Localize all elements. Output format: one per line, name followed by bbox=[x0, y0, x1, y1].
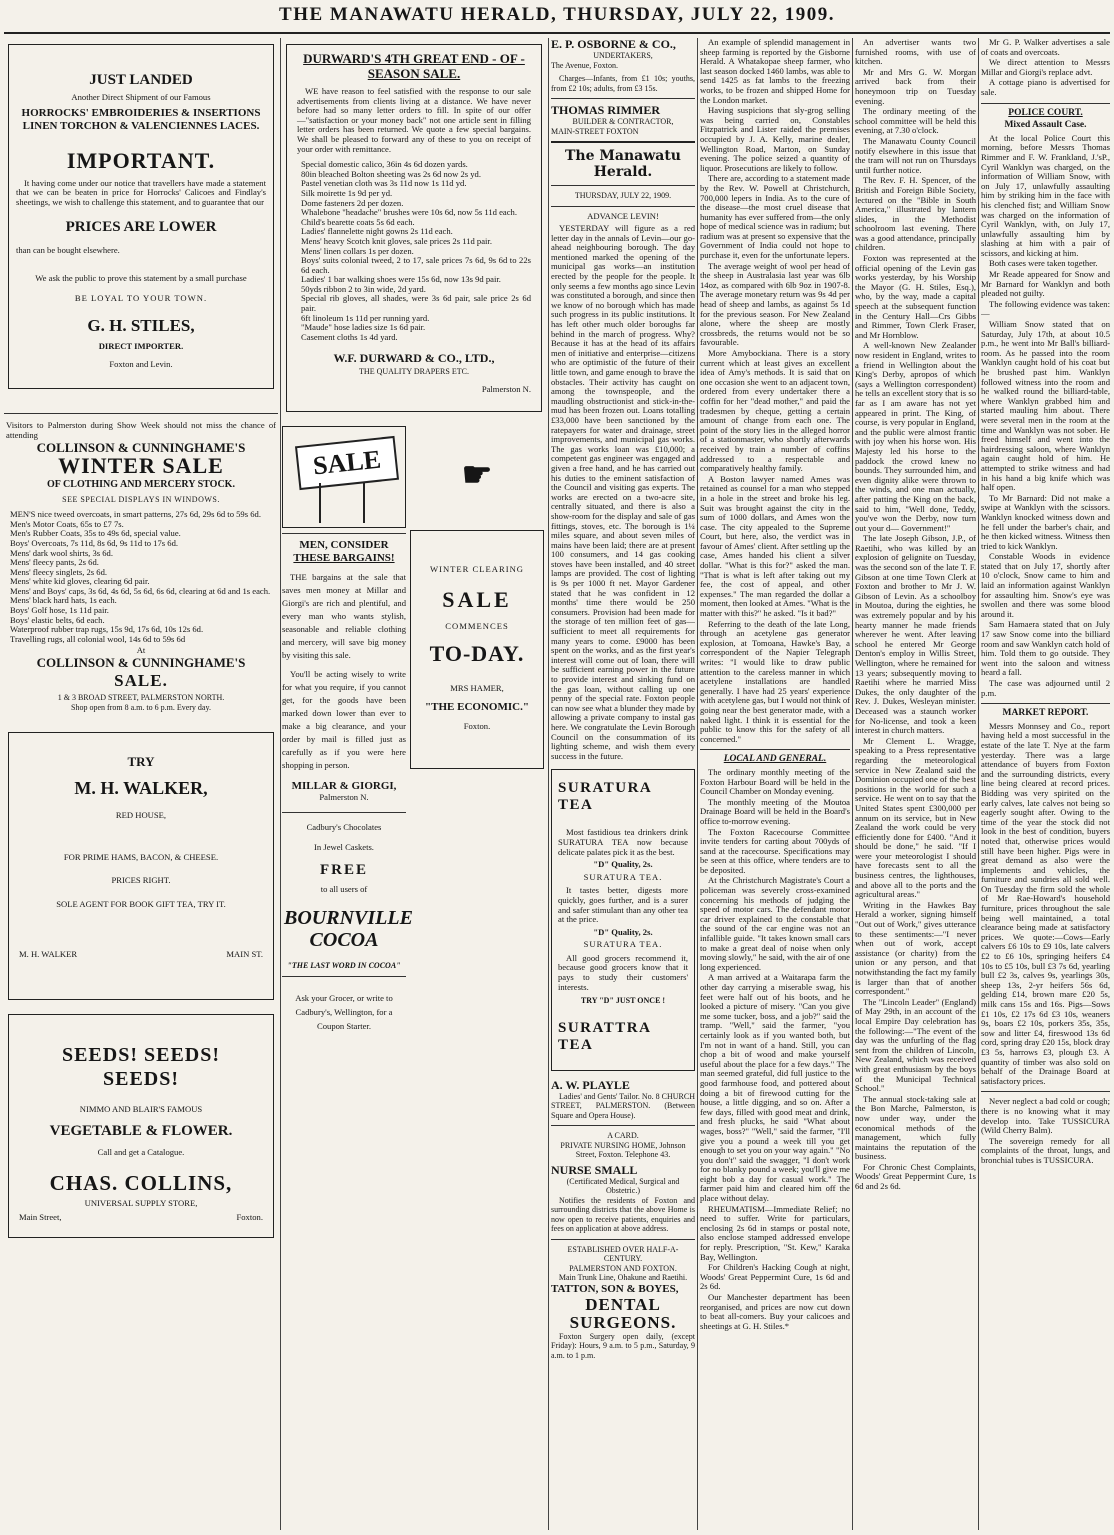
sale-illustration bbox=[282, 426, 406, 528]
durward-tag: THE QUALITY DRAPERS ETC. bbox=[359, 367, 469, 377]
dental-firm: TATTON, SON & BOYES, bbox=[551, 1282, 679, 1295]
durward-item: 80in bleached Bolton sheeting was 2s 6d now 2s yd. bbox=[301, 168, 481, 179]
court-paragraph: Sam Hamaera stated that on July 17 saw Snow come into the billiard room and saw Wanklyn catch hold of him. Told them to go outside. They went into the saloon and witness heard a fall. bbox=[981, 619, 1110, 678]
rimmer-role: BUILDER & CONTRACTOR, bbox=[572, 117, 674, 126]
stiles-role: DIRECT IMPORTER. bbox=[98, 341, 184, 352]
column-rule bbox=[852, 38, 853, 1530]
hamer-commences: COMMENCES bbox=[445, 621, 509, 632]
nurse-name: NURSE SMALL bbox=[551, 1162, 638, 1177]
osborne-charges: Charges—Infants, from £1 10s; youths, from £2 10s; adults, from £3 15s. bbox=[551, 74, 695, 93]
collinson-item: Mens' black hard hats, 1s each. bbox=[10, 595, 117, 606]
millar-body: THE bargains at the sale that saves men money at Millar and Giorgi's are rich and plentiful, and every man who wants stylish, seasonable and reliable clothing and mercery, will save big money by visiting this sale. bbox=[282, 571, 406, 660]
news-paragraph: Foxton was represented at the official opening of the Levin gas works yesterday, by his Worship the Mayor (G. H. Stiles, Esq.), who, by the way, made a capital speech at the subsequent function in the Century Hall—Crs Gibbs and Rimmer, Town Clerk Fraser, and Mr Hornblow. bbox=[855, 253, 976, 340]
suratura-advert bbox=[551, 769, 695, 1071]
durward-item: Special rib gloves, all shades, were 3s 6d pair, sale price 2s 6d pair. bbox=[301, 293, 531, 314]
collinson-sale-2: SALE. bbox=[114, 671, 168, 691]
nurse-body: Notifies the residents of Foxton and surrounding districts that the above Home is now open to receive patients, enquiries and fees on application at above address. bbox=[551, 1195, 695, 1234]
col4-footer-2: Our Manchester department has been reorganised, and prices are now cut down to beat all-comers. Buy your calicoes and sheetings at G. H. Stiles.* bbox=[700, 1292, 850, 1331]
dental-est: ESTABLISHED OVER HALF-A-CENTURY. bbox=[567, 1244, 679, 1264]
stiles-advert bbox=[8, 44, 274, 389]
news-paragraph: The ordinary meeting of the school committee will be held this evening, at 7.30 o'clock. bbox=[855, 106, 976, 136]
suratura-text-3: All good grocers recommend it, because good grocers know that it pays to study their customers' interests. bbox=[558, 952, 688, 992]
divider bbox=[282, 976, 406, 977]
collinson-item: Mens' dark wool shirts, 3s 6d. bbox=[10, 547, 113, 558]
stiles-prices: PRICES ARE LOWER bbox=[65, 219, 217, 236]
bournville-logo: BOURNVILLE COCOA bbox=[284, 906, 413, 951]
col6-footer-2: The sovereign remedy for all complaints of the throat, lungs, and bronchial tubes is TUSSICURA. bbox=[981, 1135, 1110, 1165]
suratura-name-2: SURATURA TEA. bbox=[583, 871, 663, 882]
durward-item: Boys' suits colonial tweed, 2 to 17, sale prices 7s 6d, 9s 6d to 22s 6d each. bbox=[301, 255, 531, 275]
durward-item: Ladies' flannelette night gowns 2s 11d each. bbox=[301, 226, 453, 237]
walker-sig-name: M. H. WALKER bbox=[19, 948, 78, 959]
news-paragraph: The Rev. F. H. Spencer, of the British and Foreign Bible Society, lectured on the "Bible in South America," illustrated by lantern slides, in the Methodist schoolroom last evening. There was a good attendance, principally children. bbox=[855, 175, 976, 253]
walker-sig-street: MAIN ST. bbox=[226, 948, 263, 959]
stiles-ask: We ask the public to prove this statement by a small purchase bbox=[35, 272, 247, 283]
collinson-name-2: COLLINSON & CUNNINGHAME'S bbox=[36, 655, 246, 671]
durward-item: Silk moirette 1s 9d per yd. bbox=[301, 187, 393, 198]
hamer-name: MRS HAMER, bbox=[450, 682, 504, 693]
col4-items bbox=[700, 38, 850, 744]
column-2 bbox=[282, 38, 546, 1530]
collinson-address: 1 & 3 BROAD STREET, PALMERSTON NORTH. bbox=[57, 693, 225, 703]
seeds-street: Main Street, bbox=[19, 1211, 62, 1222]
hamer-shop: "THE ECONOMIC." bbox=[425, 701, 529, 714]
durward-item: Pastel venetian cloth was 3s 11d now 1s 11d yd. bbox=[301, 178, 467, 189]
stiles-line-1: HORROCKS' EMBROIDERIES & INSERTIONS bbox=[21, 106, 261, 119]
millar-advert bbox=[282, 422, 413, 1034]
durward-item: Ladies' 1 bar walking shoes were 15s 6d, now 13s 9d pair. bbox=[301, 274, 501, 285]
news-paragraph: The Manawatu County Council notify elsewhere in this issue that the tram will not run on Thursdays until further notice. bbox=[855, 135, 976, 175]
collinson-at: At bbox=[136, 645, 146, 656]
herald-title: The Manawatu Herald. bbox=[565, 148, 681, 180]
advance-levin-text: YESTERDAY will figure as a red letter day in the annals of Levin—our go-ahead neighbouring borough. The day mentioned marked the opening of the municipal gas works—an institution erected by the people for the people. It only seems a few months ago since Levin was constituted a borough, and since then we know of no borough which has made such progress in its public institutions. It has left other much older boroughs far behind in the march of progress. Why? Because it has at the head of its affairs men of initiative and enterprise—citizens who are optimistic of the future of their little town, and game enough to brave the obstacles. Their activity has caught on among the townspeople, and the maudling obstructionist and stick-in-the-mud has been frozen out. Loans totalling £33,000 have been sanctioned by the ratepayers for water and drainage, street improvements, and municipal gas works. The gas works loan was £10,000; a competent gas engineer was engaged and given a free hand, and he has carried out his duties to the eminent satisfaction of the Council and visiting gas experts. The works are erected on a two-acre site, centrally situated, and there is also a show-room for the display and sale of gas fittings, stoves, etc. The borough is 1¼ miles square, and about seven miles of mains have been laid; there are at present 100 consumers, and 14 gas cooking stoves have been installed, and 40 street lamps are provided. The cost of lighting is 9s per 1000 ft net. Mayor Gardener stated that he was confident in 12 months' time there would be 250 consumers. Provision had been made for the storage of ten million feet of gas—sufficient to meet all requirements for many years to come. £9000 has been spent on the works, and as the first year's interest will come out of loan, there will be sufficient earning power in the future to provide interest and sinking fund on the gas loan, without calling up one penny of the special rate. Foxton people can now see what a blunder they made by allowing a private company to instal gas here. We congratulate the Levin Borough Council on the consummation of its lighting scheme, and wish them every success in the future. bbox=[551, 223, 695, 761]
divider bbox=[551, 98, 695, 99]
durward-item: Mens' linen collars 1s per dozen. bbox=[301, 245, 414, 256]
walker-prices: PRICES RIGHT. bbox=[111, 875, 171, 886]
local-general-heading: LOCAL AND GENERAL. bbox=[723, 754, 827, 765]
playle-body: Ladies' and Gents' Tailor. No. 8 CHURCH STREET, PALMERSTON. (Between Square and Opera House). bbox=[551, 1091, 695, 1120]
news-paragraph: An advertiser wants two furnished rooms, with use of kitchen. bbox=[855, 38, 976, 67]
durward-town: Palmerston N. bbox=[481, 383, 531, 394]
swagger-story: A man arrived at a Waitarapa farm the other day carrying a miserable swag, his feet were half out of his boots, and he looked a picture of misery. "Can you give me some tucker, boss, and a job?" said the tramp. "Well," said the farmer, "you certainly look as if you wanted both, but I'm not in want of a hand. Still, you can chop a bit of wood and make yourself useful about the place for a few days." The man seemed grateful, did full justice to the good farmhouse food, and pottered about doing a bit of firewood cutting for the house, a little digging, and so on. After a few days, filled with good meat and drink, and fresh plucks, he said "What about wages, boss?" "Well," said the farmer, "I'll give you a pound a week till you get enough to set you on your way again." "No you don't" said the swagger, "I don't work for no blanky pound a week; you'll give me eight bob a day for casual work." The farmer paid him and cleared him off the place without delay. bbox=[700, 972, 850, 1204]
column-rule bbox=[548, 38, 549, 1530]
court-paragraph: Both cases were taken together. bbox=[989, 258, 1098, 269]
hamer-line-1: WINTER CLEARING bbox=[429, 563, 524, 574]
news-paragraph: Mr and Mrs G. W. Morgan arrived back from their honeymoon trip on Tuesday evening. bbox=[855, 66, 976, 106]
dental-title: DENTAL SURGEONS. bbox=[569, 1294, 677, 1332]
collinson-item: Men's Rubber Coats, 35s to 49s 6d, special value. bbox=[10, 528, 181, 539]
col4-footer: For Children's Hacking Cough at night, Woods' Great Peppermint Cure, 1s 6d and 2s 6d. bbox=[700, 1262, 850, 1292]
collinson-item: MEN'S nice tweed overcoats, in smart patterns, 27s 6d, 29s 6d to 59s 6d. bbox=[10, 509, 261, 520]
column-rule bbox=[978, 38, 979, 1530]
durward-intro: WE have reason to feel satisfied with the response to our sale advertisements from clients living at a distance. We have never before had so many letter orders to fill. In spite of our offer—"satisfaction or your money back" not one article sent in filling letter orders has been returned. We quote a few special bargains. We shall be pleased to forward any of these to you on receipt of your order with remittance. bbox=[297, 86, 531, 154]
news-paragraph: The average weight of wool per head of the sheep in Australasia last year was 6lb 14oz, as compared with 6lb 9oz in 1907-8. The average monetary return was 9s 4d per head of sheep and lambs, as against 5s 1d for the previous season. For New Zealand alone, where the sheep are mostly crossbreds, the returns would not be so favourable. bbox=[700, 260, 850, 348]
durward-title: DURWARD'S 4TH GREAT END - OF - SEASON SALE. bbox=[303, 51, 525, 81]
stiles-sub: Another Direct Shipment of our Famous bbox=[71, 92, 211, 102]
local-paragraph: The ordinary monthly meeting of the Foxton Harbour Board will be held in the Council Chamber on Monday evening. bbox=[700, 766, 850, 797]
collinson-item: Mens' fleecy singlets, 2s 6d. bbox=[10, 566, 108, 577]
news-paragraph: More Amybockiana. There is a story current which at least gives an excellent idea of Amy's methods. It is said that on one occasion she went to an adjacent town, ordered from every undertaker there a coffin for her "dead mother," and paid the tradesmen by cheque, getting a certain amount of change from each one. The point of the story lies in the alleged horror of a stationmaster, who shortly afterwards received by train a number of coffins addressed to a respectable and comparatively healthy family. bbox=[700, 348, 850, 474]
cadbury-free: FREE bbox=[319, 862, 368, 879]
millar-town: Palmerston N. bbox=[319, 791, 369, 802]
collinson-item: Mens' white kid gloves, clearing 6d pair. bbox=[10, 576, 150, 587]
news-paragraph: The annual stock-taking sale at the Bon Marche, Palmerston, is now under way, under the economical methods of the management, which fully maintains the reputation of the business. bbox=[855, 1093, 976, 1162]
hamer-town: Foxton. bbox=[463, 721, 491, 732]
seeds-call: Call and get a Catalogue. bbox=[97, 1146, 185, 1157]
news-paragraph: Writing in the Hawkes Bay Herald a worker, signing himself "Out out of Work," gives utterance to these sentiments:—"I never when out of work, accept assistance (or charity) from the union or any person, and that notwithstanding the fact my family is larger than that of another correspondent." bbox=[855, 899, 976, 997]
column-6 bbox=[981, 38, 1110, 1530]
rimmer-name: THOMAS RIMMER bbox=[551, 103, 660, 117]
herald-dateline: THURSDAY, JULY 22, 1909. bbox=[574, 191, 672, 200]
playle-card: A CARD. bbox=[607, 1131, 639, 1141]
court-paragraph: The following evidence was taken:— bbox=[981, 298, 1110, 319]
divider bbox=[981, 103, 1110, 104]
walker-try: TRY bbox=[127, 754, 155, 770]
dental-hours: Foxton Surgery open daily, (except Friday): Hours, 9 a.m. to 5 p.m., Saturday, 9 a.m. to 1 p.m. bbox=[551, 1331, 695, 1360]
durward-item: Whalebone "headache" brushes were 10s 6d, now 5s 11d each. bbox=[301, 207, 517, 218]
local-items bbox=[700, 768, 850, 972]
cadbury-ask: Ask your Grocer, or write to Cadbury's, Wellington, for a Coupon Starter. bbox=[295, 992, 393, 1031]
hamer-advert bbox=[410, 530, 544, 769]
durward-item: Dome fasteners 2d per dozen. bbox=[301, 197, 404, 208]
court-paragraph: Mr Reade appeared for Snow and Mr Barnard for Wanklyn and both pleaded not guilty. bbox=[981, 269, 1110, 299]
news-paragraph: Having suspicions that sly-grog selling was being carried on, Constables Fitzpatrick and Lister raided the premises occupied by J. A. Kelly, marine dealer, Wellington Road, Marton, on Sunday evening. The police seized a quantity of liquor. Prosecutions are likely to follow. bbox=[700, 105, 850, 173]
osborne-role: UNDERTAKERS, bbox=[593, 51, 653, 60]
seeds-name: CHAS. COLLINS, bbox=[49, 1171, 233, 1196]
news-paragraph: A Boston lawyer named Ames was retained as counsel for a man who stepped in a hole in the street and broke his leg. Suit was brought against the city in the sum of 1000 dollars, and Ames won the case. The city appealed to the Supreme Court, but here, also, the verdict was in favour of Ames' client. After settling up the case, Ames handed his client a silver dollar. "What is this for?" asked the man. "That is what is left after taking out my fee, the cost of appeal, and other expenses." The man regarded the dollar a moment, then looked at Ames. "What is the matter with this?" he asked. "Is it bad?" bbox=[700, 473, 850, 619]
news-paragraph: Referring to the death of the late Long, through an acetylene gas generator explosion, at Tomoana, Hawke's Bay, a correspondent of the Napier Telegraph writes: "I would like to draw public attention to the careless manner in which acetylene installations are handled generally. I have had 25 years' experience with acetylene gas, but I would not think of going near the best generator made, with a naked light. I think it is essential for the public to know this for the safety of all concerned." bbox=[700, 618, 850, 744]
collinson-item: Waterproof rubber trap rugs, 15s 9d, 17s 6d, 10s 12s 6d. bbox=[10, 624, 204, 635]
seeds-advert bbox=[8, 1014, 274, 1237]
sale-sign: SALE bbox=[295, 435, 399, 489]
suratura-name-3: SURATURA TEA. bbox=[583, 939, 663, 950]
police-court-heading: POLICE COURT. bbox=[1008, 107, 1083, 118]
collinson-item: Boys' Golf hose, 1s 11d pair. bbox=[10, 605, 109, 616]
seeds-firm: NIMMO AND BLAIR'S FAMOUS bbox=[79, 1104, 203, 1115]
durward-advert bbox=[286, 44, 542, 412]
collinson-items bbox=[6, 510, 276, 644]
cadbury-line-1: Cadbury's Chocolates bbox=[306, 822, 382, 833]
walker-name: M. H. WALKER, bbox=[74, 778, 208, 799]
market-report-heading: MARKET REPORT. bbox=[1002, 708, 1089, 719]
news-paragraph: A well-known New Zealander now resident in England, writes to a friend in Wellington about the King's Derby, apropos of which (says a Wellington correspondent) he tells an excellent story that is so far as I am aware has not yet appeared in print. The King, of course, is very popular in England, and the public were almost frantic with joy when his horse won. His Majesty led his horse to the paddock the crowd knew no bounds. They surrounded him, and even dignity alike were thrown to the winds, and one man actually, after patting the King on the back, said to him, "Well done, Teddy, you've won the Derby, now turn out your d— Government!" bbox=[855, 340, 976, 533]
column-4 bbox=[700, 38, 850, 1530]
divider bbox=[551, 141, 695, 143]
seeds-address bbox=[19, 1213, 263, 1223]
col6-items bbox=[981, 38, 1110, 98]
playle-name: A. W. PLAYLE bbox=[551, 1077, 630, 1092]
suratura-text-2: It tastes better, digests more quickly, goes further, and is a surer and safer stimulant than any other tea at the price. bbox=[558, 885, 688, 925]
millar-h2: THESE BARGAINS! bbox=[293, 551, 395, 564]
durward-item: Casement cloths 1s 4d yard. bbox=[301, 331, 398, 342]
collinson-of: OF CLOTHING AND MERCERY STOCK. bbox=[47, 478, 235, 490]
divider bbox=[282, 533, 406, 534]
collinson-item: Mens' fleecy pants, 2s 6d. bbox=[10, 557, 99, 568]
millar-body-2: You'll be acting wisely to write for what you require, if you cannot get, for the goods have been marked down lower than ever to make a big clearance, and your order by mail is filled just as carefully as if you were here shopping in person. bbox=[282, 668, 406, 770]
news-paragraph: The "Lincoln Leader" (England) of May 29th, in an account of the local Empire Day celebration has the following:—"The event of the day was the unfurling of the flag sent from the children of Lincoln, New Zealand, which was received with great enthusiasm by the boys of the Municipal Technical School." bbox=[855, 996, 976, 1094]
assault-heading: Mixed Assault Case. bbox=[1004, 120, 1087, 131]
court-paragraph: Constable Woods in evidence stated that on July 17, shortly after 10 o'clock, Snow came to him and laid an information against Wanklyn for assaulting him. Snow's eye was swollen and there was some blood around it. bbox=[981, 551, 1110, 619]
divider bbox=[551, 1125, 695, 1126]
stiles-place: Foxton and Levin. bbox=[109, 358, 173, 369]
collinson-advert bbox=[4, 419, 278, 714]
divider bbox=[4, 413, 278, 414]
nurse-sub: (Certificated Medical, Surgical and Obstetric.) bbox=[566, 1176, 680, 1196]
collinson-intro: Visitors to Palmerston during Show Week should not miss the chance of attending bbox=[6, 420, 276, 440]
durward-item: Child's bearette coats 5s 6d each. bbox=[301, 216, 415, 227]
winter-clearing-column bbox=[410, 422, 544, 1034]
rheumatism-advert: RHEUMATISM—Immediate Relief; no need to suffer. Write for particulars, enclosing 2s 6d in stamps or postal note, also enclose stamped addressed envelope for reply. Prescription, "St. Kew," Karaka Bay, Wellington. bbox=[700, 1203, 850, 1262]
walker-for: FOR PRIME HAMS, BACON, & CHEESE. bbox=[63, 851, 219, 862]
collinson-name: COLLINSON & CUNNINGHAME'S bbox=[36, 439, 246, 455]
seeds-store: UNIVERSAL SUPPLY STORE, bbox=[84, 1198, 198, 1209]
stiles-title: JUST LANDED bbox=[89, 72, 193, 88]
dental-towns: PALMERSTON AND FOXTON. bbox=[569, 1263, 677, 1273]
news-paragraph: An example of splendid management in sheep farming is reported by the Gisborne Herald. A Whatakopae sheep farmer, who last season docked 1460 lambs, was able to send 1425 as fat lambs to the freezing works, to be frozen and shipped Home for the London market. bbox=[700, 38, 850, 105]
column-rule bbox=[280, 38, 281, 1530]
durward-item: "Maude" hose ladies size 1s 6d pair. bbox=[301, 322, 426, 333]
collinson-item: Travelling rugs, all colonial wool, 14s 6d to 59s 6d bbox=[10, 633, 186, 644]
stiles-body: It having come under our notice that travellers have made a statement that we can be beaten in price for Horrocks' Calicoes and Findlay's sheetings, we wish to challenge this statement, and to guarantee that our bbox=[16, 177, 266, 207]
stiles-line-2: LINEN TORCHON & VALENCIENNES LACES. bbox=[22, 119, 260, 132]
court-items bbox=[981, 134, 1110, 698]
divider bbox=[551, 206, 695, 207]
bournville-slogan: "THE LAST WORD IN COCOA" bbox=[287, 960, 401, 970]
news-paragraph: Mr G. P. Walker advertises a sale of coats and overcoats. bbox=[981, 38, 1110, 57]
walker-signature bbox=[19, 950, 263, 960]
suratura-quality-2: "D" Quality, 2s. bbox=[593, 926, 653, 937]
news-paragraph: Mr Clement L. Wragge, speaking to a Press representative regarding the meteorological service in New Zealand said the Dominion occupied one of the best positions in the world for such a service. He went on to say that the United States spent £300,000 per annum on its service, but in New Zealand the work could be very efficiently done for £400. "And it should be done," he said. "If I were your meteorologist I should have forecasts sent to all the business centres, the lighthouses, and above all to the ports and the agricultural areas." bbox=[855, 735, 976, 900]
collinson-item: Mens' and Boys' caps, 3s 6d, 4s 6d, 5s 6d, 6s 6d, clearing at 6d and 1s each. bbox=[10, 585, 271, 596]
column-5 bbox=[855, 38, 976, 1530]
court-paragraph: At the local Police Court this morning, before Messrs Thomas Rimmer and F. W. Frankland, J.'sP., Cyril Wanklyn was charged, on the information of William Snow, with on July 17, unlawfully assaulting him by striking him in the face with his clenched fist; and William Snow was charged on the information of Cyril Wanklyn, with, on July 17, unlawfully assaulting him by slashing at him with a pair of scissors, and kicking at him. bbox=[981, 132, 1110, 258]
dental-lines: Main Trunk Line, Ohakune and Raetihi. bbox=[558, 1273, 688, 1283]
sale-figure bbox=[363, 483, 375, 523]
sale-figure bbox=[319, 483, 331, 523]
divider bbox=[551, 185, 695, 186]
collinson-hours: Shop open from 8 a.m. to 6 p.m. Every day. bbox=[71, 702, 211, 712]
suratura-name: SURATURA TEA bbox=[558, 780, 653, 814]
collinson-item: Boys' elastic belts, 6d each. bbox=[10, 614, 105, 625]
column-1 bbox=[4, 38, 278, 1530]
local-paragraph: The monthly meeting of the Moutoa Drainage Board will be held in the Board's office to-morrow evening. bbox=[700, 796, 850, 826]
suratura-name-4: SURATTRA TEA bbox=[558, 1019, 652, 1053]
masthead-rule bbox=[4, 32, 1110, 34]
cadbury-line-2: In Jewel Caskets. bbox=[314, 841, 374, 852]
suratura-text-1: Most fastidious tea drinkers drink SURATURA TEA now because delicate palates pick it as the best. bbox=[558, 827, 688, 857]
col5-footer: For Chronic Chest Complaints, Woods' Great Peppermint Cure, 1s 6d and 2s 6d. bbox=[855, 1161, 976, 1192]
seeds-kind: VEGETABLE & FLOWER. bbox=[49, 1122, 233, 1139]
divider bbox=[700, 749, 850, 750]
local-paragraph: At the Christchurch Magistrate's Court a policeman was severely cross-examined concerning his methods of judging the speed of motor cars. The defendant motor car driver explained to the constable that the sound of the car engine was not an infallible guide. "It takes known small cars to make a great deal of noise when only moving slowly," he said, with the air of one long experienced. bbox=[700, 875, 850, 972]
collinson-see: SEE SPECIAL DISPLAYS IN WINDOWS. bbox=[62, 494, 220, 504]
court-paragraph: William Snow stated that on Saturday, July 17th, at about 10.5 p.m., he went into Mr Ball's billiard-room. As he passed into the room Wanklyn caught hold of his coat but he brushed past him. Wanklyn followed witness into the room and he walked round the billiard-table, where Wanklyn grabbed him and started mauling him about. There were several men in the room at the time and Wanklyn was not sober. He freed himself and went into the hairdressing saloon, where Wanklyn again caught hold of him. He attempted to strike witness and had in his hand a big knife which was half open. bbox=[981, 319, 1110, 493]
market-report-text: Messrs Monnsey and Co., report having held a most successful in the estate of the late T. Nye at the farm yesterday. There was a large attendance of buyers from Foxton and the surrounding districts, every line being cleared at record prices. Bidding was very spirited on the early calves, late calves not being so eagerly sought after. Owing to the time of the year the stock did not look in the best of condition, buyers noted that, otherwise prices would still have been higher. Pigs were in great demand as also were the implements and vehicles, the furniture and sundries all sold well. On Tuesday the firm sold the whole of Mr Rae-Howard's household furniture, prices throughout the sale being well maintained, a total clearance being made at satisfactory prices. We quote:—Cows—Early calvers £6 10s to £9 10s, late calvers £2 to £6 10s, springing heifers £4 10s to £5 10s, bull £3 7s 6d, yearling bull £2 3s, calves 9s, yearlings 30s, sheep 13s, 2-yr heifers 56s 6d, gelding £14, brown mare £20 5s, milk cans 15s and 16s. Pigs—Sows £1 10s, £2 17s 6d £3 10s, weaners 9s, boars £2 10s, porkers 35s, 35s, sow and litter £4, fireswood 13s 6d cord, spring dray £20 15s, block dray £3 5s, harrows £3, plough £3. A quantity of timber was also sold on behalf of the Drainage Board at satisfactory prices. bbox=[981, 720, 1110, 1086]
news-paragraph: The late Joseph Gibson, J.P., of Raetihi, who was killed by an explosion of gelignite on Tuesday, was the second son of the late T. F. Gibson at one time Town Clerk at Foxton and brother to Mr J. W. Gibson of Levin. As a schoolboy in Moutoa, during the eighties, he was extremely popular and by his hearty manner he made friends wherever he went. After leaving school he entered Mr George Denton's employ in Willis Street, Wellington, where he remained for 13 years; subsequently moving to Raetihi where he married Miss Dukes, the only daughter of the Rev. J. Dukes, Wesleyan minister. Deceased was a staunch worker for No-license, and took a keen interest in church matters. bbox=[855, 533, 976, 736]
masthead: THE MANAWATU HERALD, THURSDAY, JULY 22, 1909. bbox=[279, 4, 835, 25]
millar-firm: MILLAR & GIORGI, bbox=[291, 779, 397, 792]
walker-advert bbox=[8, 732, 274, 1000]
rimmer-address: MAIN-STREET FOXTON bbox=[551, 126, 639, 136]
millar-h1: MEN, CONSIDER bbox=[299, 538, 389, 551]
divider bbox=[981, 703, 1110, 704]
osborne-address: The Avenue, Foxton. bbox=[551, 60, 618, 70]
court-paragraph: To Mr Barnard: Did not make a swipe at Wanklyn with the scissors. Wanklyn knocked witness down and he fell under the barber's chair, and he then kicked witness. Witness then tried to kick Wanklyn. bbox=[981, 492, 1110, 551]
collinson-sale: WINTER SALE bbox=[58, 452, 224, 478]
advance-levin-heading: ADVANCE LEVIN! bbox=[587, 210, 659, 221]
hamer-sale: SALE bbox=[442, 587, 512, 613]
local-paragraph: The Foxton Racecourse Committee invite tenders for carting about 700yds of sand at the racecourse. Specifications may be seen at this office, where tenders are to be deposited. bbox=[700, 826, 850, 875]
hamer-today: TO-DAY. bbox=[429, 640, 525, 666]
walker-agent: SOLE AGENT FOR BOOK GIFT TEA, TRY IT. bbox=[56, 899, 226, 909]
suratura-quality-1: "D" Quality, 2s. bbox=[593, 859, 653, 870]
news-paragraph: There are, according to a statement made by the Rev. W. Powell at Christchurch, 700,000 lepers in India. As to the cure of the disease—the most cruel disease that humanity has ever suffered from—the only hope of medical science was in radium; but radium was at present so expensive that the Government of India could not hope to purchase it, even for the unfortunate lepers. bbox=[700, 173, 850, 261]
durward-item: Special domestic calico, 36in 4s 6d dozen yards. bbox=[301, 159, 468, 170]
column-3 bbox=[551, 38, 695, 1530]
column-rule bbox=[697, 38, 698, 1530]
nursing-home: PRIVATE NURSING HOME, Johnson Street, Foxton. Telephone 43. bbox=[560, 1140, 686, 1160]
walker-house: RED HOUSE, bbox=[115, 810, 167, 821]
court-paragraph: The case was adjourned until 2 p.m. bbox=[981, 678, 1110, 698]
seeds-title-2: SEEDS! bbox=[102, 1068, 180, 1091]
durward-item: 6ft linoleum 1s 11d per running yard. bbox=[301, 312, 430, 323]
stiles-important: IMPORTANT. bbox=[66, 147, 216, 173]
col5-items bbox=[855, 38, 976, 1162]
seeds-town: Foxton. bbox=[236, 1211, 263, 1222]
durward-item: 50yds ribbon 2 to 3in wide, 2d yard. bbox=[301, 283, 426, 294]
divider bbox=[282, 812, 406, 813]
divider bbox=[981, 1091, 1110, 1092]
news-paragraph: We direct attention to Messrs Millar and Giorgi's replace advt. bbox=[981, 57, 1110, 77]
collinson-item: Men's Motor Coats, 65s to £7 7s. bbox=[10, 518, 124, 529]
divider bbox=[551, 1239, 695, 1240]
stiles-loyal: BE LOYAL TO YOUR TOWN. bbox=[74, 292, 208, 303]
sale-row bbox=[282, 422, 546, 1034]
seeds-title: SEEDS! SEEDS! bbox=[61, 1044, 221, 1067]
collinson-item: Boys' Overcoats, 7s 11d, 8s 6d, 9s 11d to 17s 6d. bbox=[10, 537, 179, 548]
col6-footer: Never neglect a bad cold or cough; there is no knowing what it may develop into. Take TUSSICURA (Wild Cherry Balm). bbox=[981, 1096, 1110, 1136]
stiles-name: G. H. STILES, bbox=[87, 316, 195, 336]
stiles-than: than can be bought elsewhere. bbox=[16, 245, 120, 256]
news-paragraph: A cottage piano is advertised for sale. bbox=[981, 77, 1110, 97]
cadbury-line-4: to all users of bbox=[320, 884, 368, 895]
osborne-name: E. P. OSBORNE & CO., bbox=[551, 38, 676, 51]
durward-item: Mens' heavy Scotch knit gloves, sale prices 2s 11d pair. bbox=[301, 235, 492, 246]
durward-firm: W.F. DURWARD & CO., LTD., bbox=[333, 351, 495, 366]
suratura-try: TRY "D" JUST ONCE ! bbox=[580, 996, 666, 1006]
pointing-hand-icon: ☛ bbox=[461, 456, 493, 494]
durward-items bbox=[297, 160, 531, 342]
